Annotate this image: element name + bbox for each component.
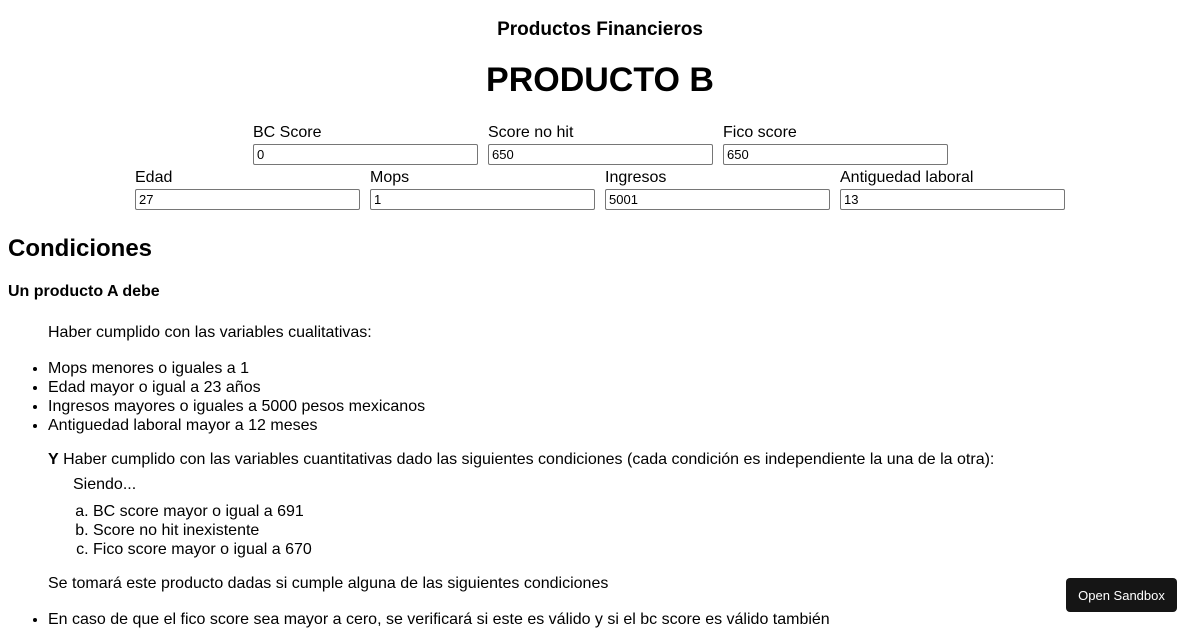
quantitative-list — [93, 502, 312, 559]
antiguedad-laboral-field — [840, 168, 1065, 210]
ingresos-input[interactable] — [605, 189, 830, 210]
list-item: a. BC score mayor o igual a 691 — [93, 502, 312, 521]
antiguedad-laboral-label: Antiguedad laboral — [840, 169, 974, 186]
bc-score-label: BC Score — [253, 124, 322, 141]
quantitative-intro — [48, 451, 994, 469]
list-item: • Ingresos mayores o iguales a 5000 pesos mexicanos — [48, 397, 425, 416]
list-item: • Antiguedad laboral mayor a 12 meses — [48, 416, 425, 435]
edad-input[interactable] — [135, 189, 360, 210]
list-item: • Mops menores o iguales a 1 — [48, 359, 425, 378]
antiguedad-laboral-input[interactable] — [840, 189, 1065, 210]
score-no-hit-field — [488, 123, 713, 165]
quantitative-intro-text: Haber cumplido con las variables cuantitativas dado las siguientes condiciones (cada condición es independiente la una de la otra): — [58, 451, 995, 468]
mops-label: Mops — [370, 169, 410, 186]
list-item: c. Fico score mayor o igual a 670 — [93, 540, 312, 559]
app-title: Productos Financieros — [497, 19, 703, 40]
fico-score-label: Fico score — [723, 124, 797, 141]
score-no-hit-input[interactable] — [488, 144, 713, 165]
take-intro: Se tomará este producto dadas si cumple alguna de las siguientes condiciones — [48, 575, 609, 592]
quantitative-prefix: Y — [48, 451, 59, 468]
fico-score-input[interactable] — [723, 144, 948, 165]
ingresos-label: Ingresos — [605, 169, 667, 186]
list-item: • Edad mayor o igual a 23 años — [48, 378, 425, 397]
mops-field — [370, 168, 595, 210]
bc-score-input[interactable] — [253, 144, 478, 165]
take-list — [48, 610, 830, 629]
fico-score-field — [723, 123, 948, 165]
bc-score-field — [253, 123, 478, 165]
conditions-subheading: Un producto A debe — [8, 283, 160, 300]
open-sandbox-button[interactable]: Open Sandbox — [1066, 578, 1177, 612]
siendo-text: Siendo... — [73, 476, 137, 493]
edad-label: Edad — [135, 169, 173, 186]
qualitative-list — [48, 359, 425, 435]
list-item: • En caso de que el fico score sea mayor a cero, se verificará si este es válido y si el bc score es válido también — [48, 610, 830, 629]
mops-input[interactable] — [370, 189, 595, 210]
product-title: PRODUCTO B — [486, 61, 714, 99]
edad-field — [135, 168, 360, 210]
list-item: b. Score no hit inexistente — [93, 521, 312, 540]
ingresos-field — [605, 168, 830, 210]
score-no-hit-label: Score no hit — [488, 124, 574, 141]
conditions-heading: Condiciones — [8, 235, 153, 262]
qualitative-intro: Haber cumplido con las variables cualitativas: — [48, 324, 372, 341]
